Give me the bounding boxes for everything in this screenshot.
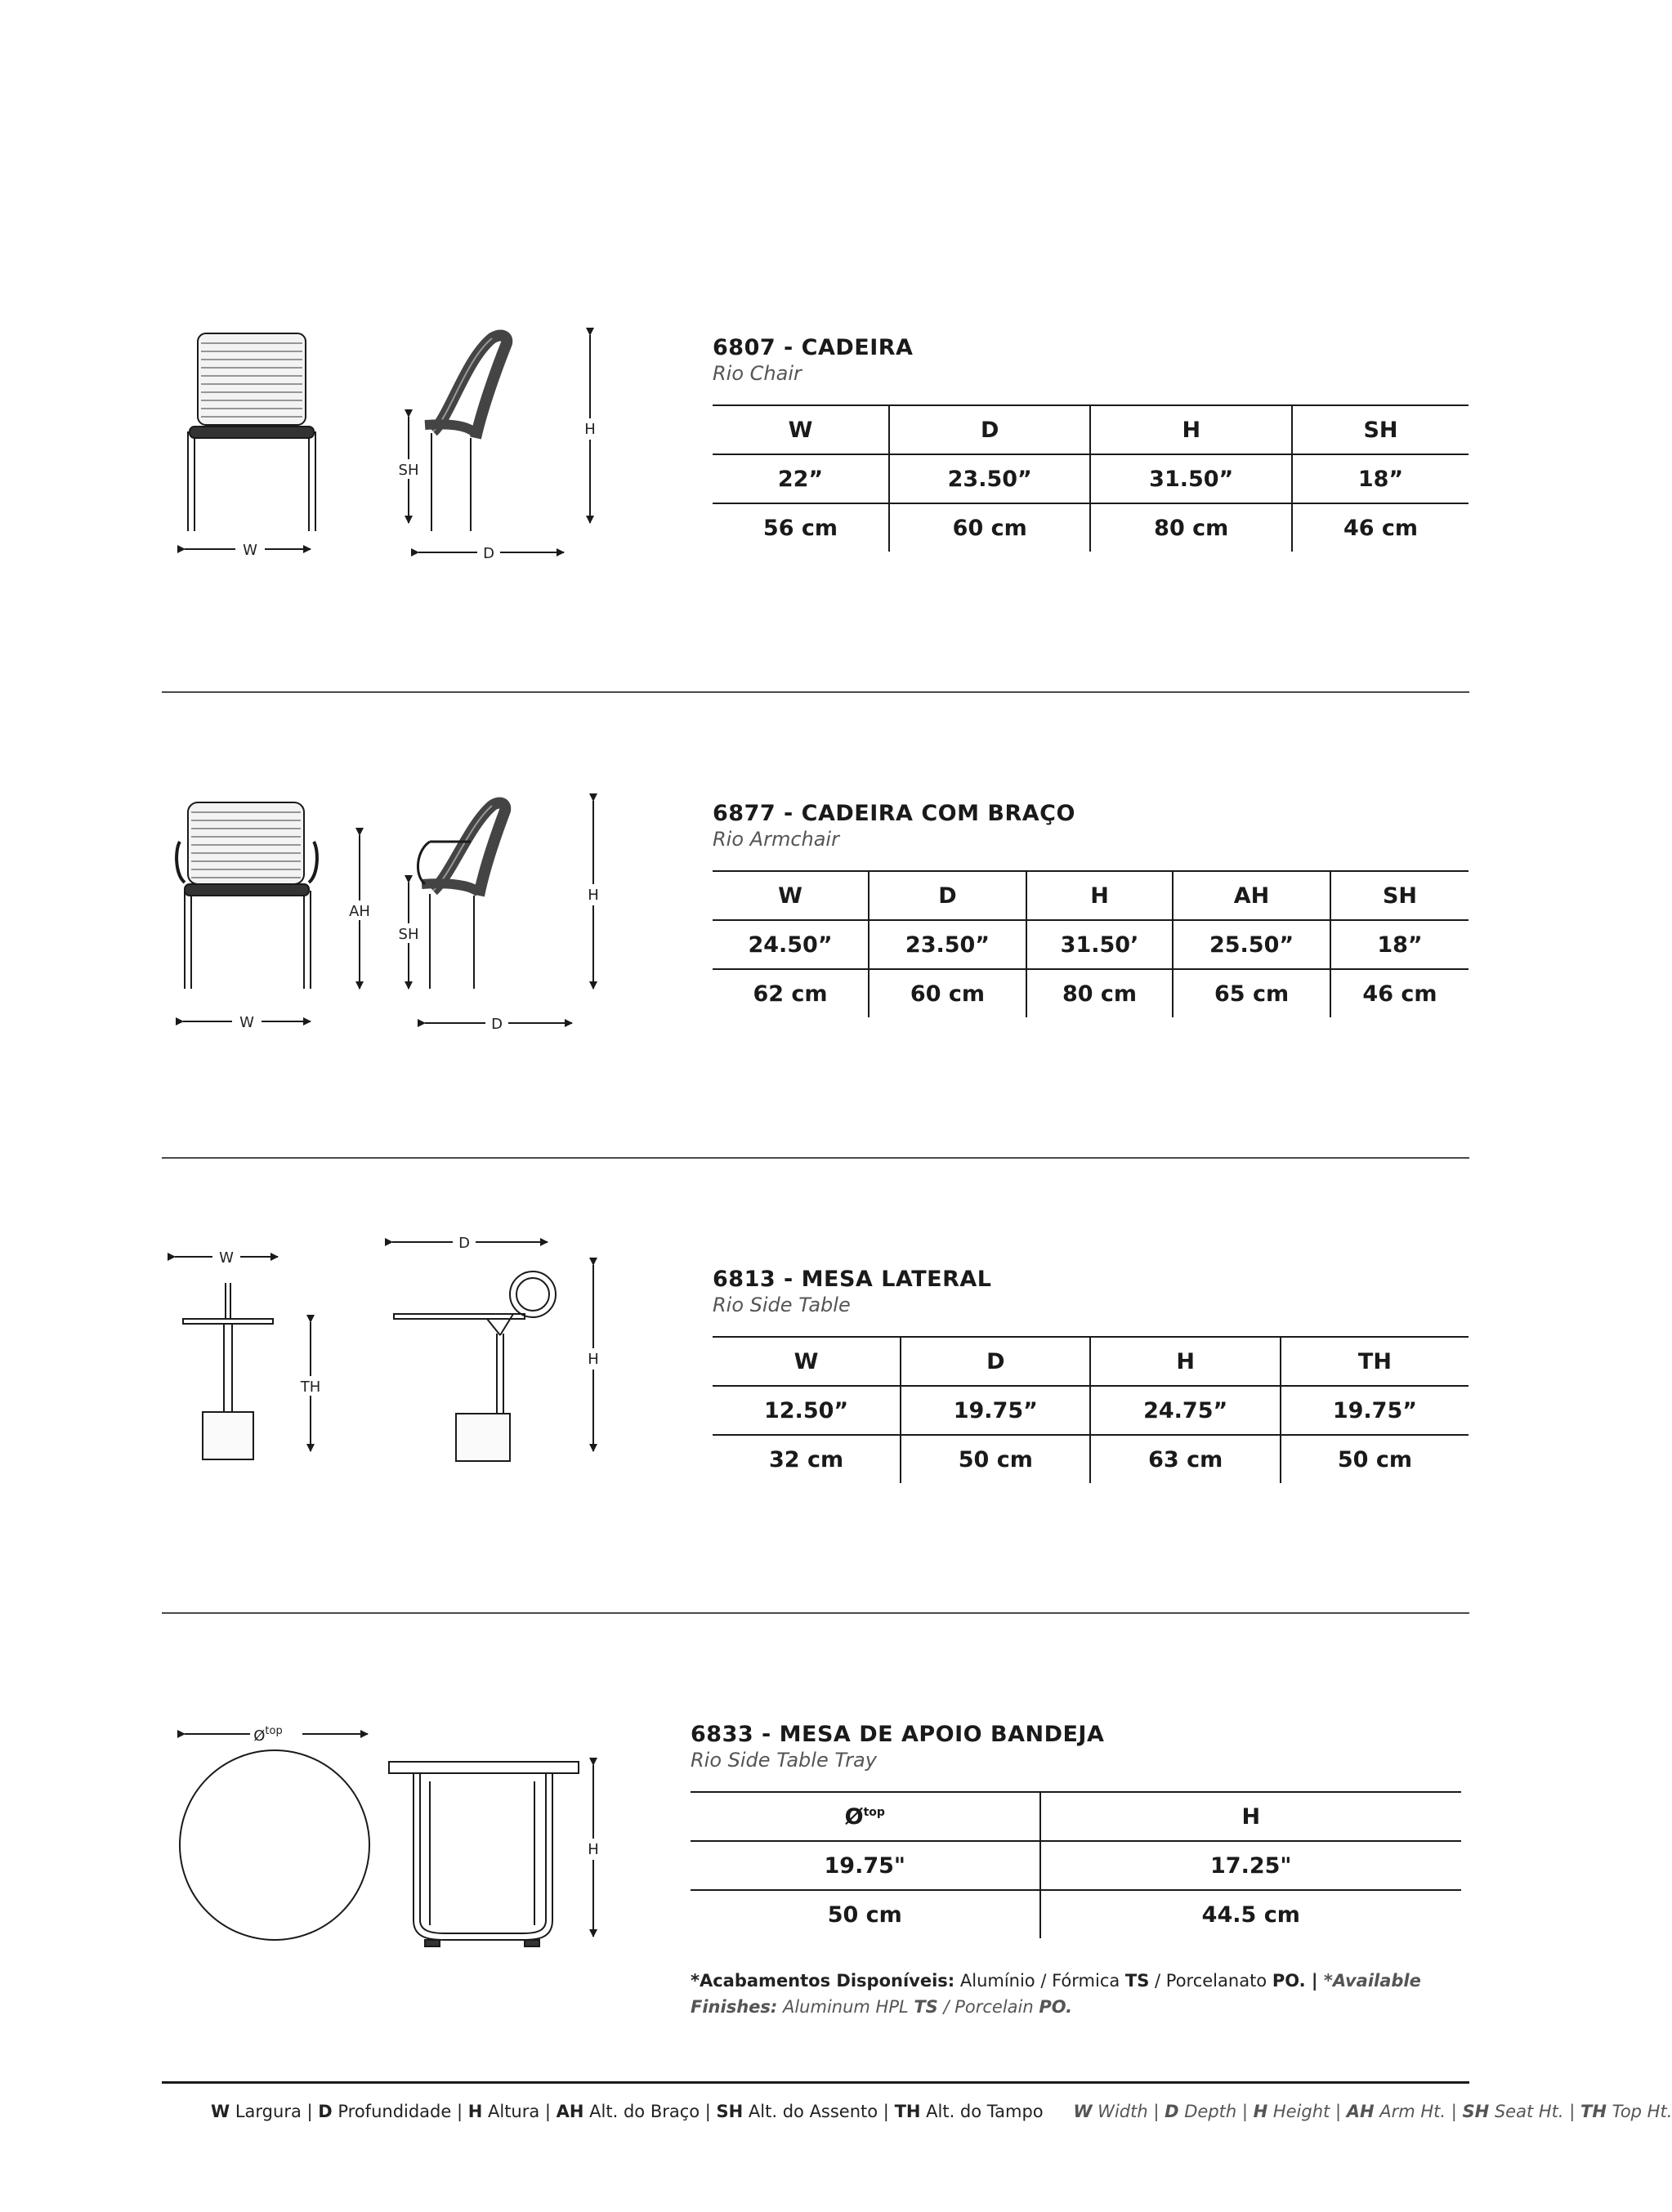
product-info-6833	[691, 1722, 1461, 1938]
table-cell: 65 cm	[1173, 969, 1330, 1017]
table-cell: 17.25"	[1040, 1841, 1461, 1890]
dimension-legend	[211, 2102, 1672, 2121]
footer-divider	[162, 2081, 1469, 2084]
finishes-text: / Porcelanato	[1149, 1971, 1272, 1991]
product-title: 6833 - MESA DE APOIO BANDEJA	[691, 1722, 1105, 1747]
table-header-cell: $Ø^{top}$	[844, 1803, 885, 1830]
finishes-text: / Porcelain	[937, 1997, 1039, 2017]
table-cell: 46 cm	[1292, 503, 1469, 552]
table-row-inches	[691, 1841, 1461, 1890]
table-header-cell: H	[1090, 405, 1292, 454]
table-header-cell: TH	[1281, 1337, 1469, 1386]
product-subtitle: Rio Side Table	[713, 1294, 851, 1316]
dimensions-table	[713, 870, 1469, 1017]
side-table-th-label: TH	[300, 1379, 321, 1396]
table-row-cm	[713, 1435, 1469, 1483]
table-header-cell: W	[778, 883, 802, 909]
chair-drawings	[155, 327, 613, 575]
table-cell: 23.50”	[889, 454, 1091, 503]
table-cell: 80 cm	[1090, 503, 1292, 552]
dimensions-table	[691, 1791, 1461, 1938]
side-table-technical-drawing	[155, 1226, 613, 1487]
table-cell: 31.50”	[1090, 454, 1292, 503]
product-info-6877	[713, 801, 1469, 1017]
table-cell: 50 cm	[901, 1435, 1090, 1483]
chair-h-label: H	[584, 421, 596, 438]
finish-code: TS	[1124, 1971, 1150, 1991]
table-header-cell: SH	[1330, 871, 1469, 920]
chair-front-view	[188, 333, 315, 531]
chair-technical-drawing	[155, 327, 613, 572]
armchair-drawings	[155, 793, 613, 1041]
table-cell: 60 cm	[889, 503, 1091, 552]
table-cell: 25.50”	[1173, 920, 1330, 969]
legend-english: W Width | D Depth | H Height | AH Arm Ht. | SH Seat Ht. | TH Top Ht.	[1073, 2102, 1672, 2121]
chair-sh-label: SH	[398, 462, 419, 479]
table-row-cm	[713, 503, 1469, 552]
side-table-side-view	[394, 1271, 556, 1461]
table-header-cell: AH	[1173, 871, 1330, 920]
tray-table-h-label: H	[588, 1841, 599, 1858]
finishes-text: Alumínio / Fórmica	[954, 1971, 1125, 1991]
finishes-note	[691, 1968, 1475, 2020]
table-header-cell: H	[1026, 871, 1173, 920]
tray-table-side-view	[389, 1762, 579, 1946]
dimensions-table	[713, 404, 1469, 552]
chair-side-view	[425, 336, 507, 531]
table-header-cell: H	[1090, 1337, 1280, 1386]
table-header-cell: D	[901, 1337, 1090, 1386]
section-divider	[162, 1612, 1469, 1614]
table-cell: 50 cm	[827, 1901, 902, 1928]
table-cell: 50 cm	[1281, 1435, 1469, 1483]
separator: |	[1305, 1971, 1324, 1991]
side-table-w-label: W	[219, 1249, 234, 1267]
table-row-inches	[713, 454, 1469, 503]
table-cell: 18”	[1292, 454, 1469, 503]
finishes-label-pt: *Acabamentos Disponíveis:	[691, 1971, 955, 1991]
armchair-technical-drawing	[155, 793, 613, 1038]
tray-table-drawings	[155, 1708, 613, 1956]
table-cell: 56 cm	[762, 515, 838, 541]
table-cell: 12.50”	[763, 1397, 849, 1423]
table-cell: 23.50”	[869, 920, 1026, 969]
product-title: 6877 - CADEIRA COM BRAÇO	[713, 801, 1075, 826]
finishes-label-en: *Available Finishes:	[691, 1971, 1421, 2017]
table-cell: 22”	[777, 466, 824, 492]
table-row-inches	[713, 1386, 1469, 1435]
side-table-h-label: H	[588, 1351, 599, 1368]
table-header-cell: D	[869, 871, 1026, 920]
chair-w-label: W	[243, 542, 257, 559]
table-cell: 62 cm	[753, 981, 828, 1007]
table-row-inches	[713, 920, 1469, 969]
side-table-front-view	[183, 1283, 273, 1459]
table-cell: 46 cm	[1330, 969, 1469, 1017]
product-info-6807	[713, 335, 1469, 552]
table-header-cell: D	[889, 405, 1091, 454]
tray-table-technical-drawing	[155, 1708, 613, 1953]
table-row-cm	[713, 969, 1469, 1017]
table-cell: 24.50”	[748, 932, 833, 958]
legend-portuguese: W Largura | D Profundidade | H Altura | AH Alt. do Braço | SH Alt. do Assento | TH Alt. do Tampo	[211, 2102, 1044, 2121]
armchair-d-label: D	[491, 1016, 503, 1033]
tray-table-top-view	[180, 1750, 369, 1940]
finish-code: PO.	[1039, 1997, 1073, 2017]
side-table-d-label: D	[458, 1235, 470, 1252]
product-subtitle: Rio Side Table Tray	[691, 1749, 877, 1772]
section-divider	[162, 691, 1469, 693]
product-title: 6807 - CADEIRA	[713, 335, 914, 360]
table-cell: 18”	[1330, 920, 1469, 969]
product-subtitle: Rio Armchair	[713, 828, 839, 851]
table-header-row	[713, 405, 1469, 454]
table-header-cell: W	[788, 417, 813, 443]
table-header-cell: SH	[1292, 405, 1469, 454]
finish-code: PO.	[1272, 1971, 1306, 1991]
table-cell: 80 cm	[1026, 969, 1173, 1017]
table-header-row	[691, 1792, 1461, 1841]
dimensions-table	[713, 1336, 1469, 1483]
table-header-row	[713, 1337, 1469, 1386]
finishes-text: Aluminum HPL	[777, 1997, 914, 2017]
table-header-cell: W	[794, 1348, 819, 1374]
table-cell: 44.5 cm	[1040, 1890, 1461, 1938]
table-header-cell: H	[1040, 1792, 1461, 1841]
armchair-w-label: W	[239, 1014, 254, 1031]
table-cell: 32 cm	[769, 1446, 844, 1472]
table-cell: 60 cm	[869, 969, 1026, 1017]
armchair-side-view	[418, 803, 505, 989]
table-cell: 63 cm	[1090, 1435, 1280, 1483]
table-cell: 24.75”	[1090, 1386, 1280, 1435]
table-cell: 31.50’	[1026, 920, 1173, 969]
product-title: 6813 - MESA LATERAL	[713, 1267, 992, 1292]
table-cell: 19.75"	[824, 1852, 905, 1879]
table-header-row	[713, 871, 1469, 920]
finish-code: TS	[914, 1997, 938, 2017]
section-divider	[162, 1157, 1469, 1159]
side-table-drawings	[155, 1226, 613, 1490]
armchair-sh-label: SH	[398, 926, 419, 943]
table-cell: 19.75”	[901, 1386, 1090, 1435]
chair-d-label: D	[483, 545, 494, 562]
tray-table-diameter-label: $Ø^{top}$	[253, 1725, 283, 1745]
product-subtitle: Rio Chair	[713, 362, 802, 385]
product-info-6813	[713, 1267, 1469, 1483]
table-cell: 19.75”	[1281, 1386, 1469, 1435]
armchair-front-view	[177, 802, 317, 989]
table-row-cm	[691, 1890, 1461, 1938]
armchair-h-label: H	[588, 887, 599, 904]
armchair-ah-label: AH	[349, 903, 370, 920]
